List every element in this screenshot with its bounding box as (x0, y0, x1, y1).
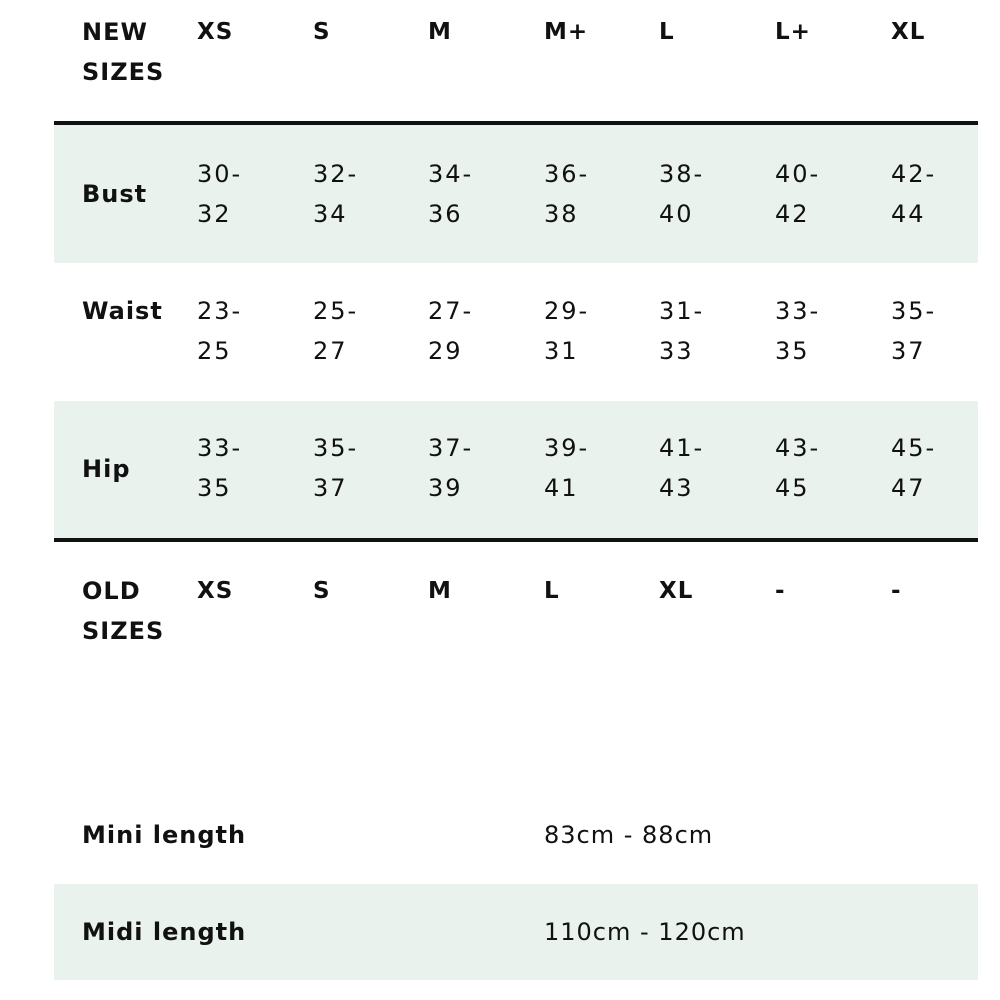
waist-l-plus: 33- 35 (775, 297, 821, 365)
old-sizes-label: OLD SIZES (82, 577, 165, 645)
bust-m: 34- 36 (428, 160, 474, 228)
bust-s: 32- 34 (313, 160, 359, 228)
midi-length-value: 110cm - 120cm (544, 918, 746, 946)
hip-m: 37- 39 (428, 434, 474, 502)
mini-length-value: 83cm - 88cm (544, 821, 714, 849)
size-header-xl: XL (891, 19, 926, 45)
old-size-l: L (544, 578, 560, 604)
waist-l: 31- 33 (659, 297, 705, 365)
bust-l: 38- 40 (659, 160, 705, 228)
size-header-l: L (659, 19, 675, 45)
hip-label: Hip (82, 455, 131, 483)
waist-m: 27- 29 (428, 297, 474, 365)
bust-xs: 30- 32 (197, 160, 243, 228)
size-header-m: M (428, 19, 452, 45)
new-sizes-label: NEW SIZES (82, 18, 165, 86)
waist-xl: 35- 37 (891, 297, 937, 365)
waist-label: Waist (82, 297, 163, 325)
midi-length-label: Midi length (82, 918, 247, 946)
hip-xl: 45- 47 (891, 434, 937, 502)
hip-l-plus: 43- 45 (775, 434, 821, 502)
waist-m-plus: 29- 31 (544, 297, 590, 365)
hip-m-plus: 39- 41 (544, 434, 590, 502)
size-header-m-plus: M+ (544, 19, 589, 45)
new-sizes-header (54, 10, 978, 120)
midi-length-row (54, 884, 978, 980)
old-size-none-2: - (891, 578, 902, 604)
bust-xl: 42- 44 (891, 160, 937, 228)
hip-l: 41- 43 (659, 434, 705, 502)
size-header-s: S (313, 19, 331, 45)
bust-l-plus: 40- 42 (775, 160, 821, 228)
hip-s: 35- 37 (313, 434, 359, 502)
old-sizes-row (54, 542, 978, 662)
size-header-xs: XS (197, 19, 234, 45)
hip-xs: 33- 35 (197, 434, 243, 502)
mini-length-label: Mini length (82, 821, 247, 849)
old-size-s: S (313, 578, 331, 604)
old-size-none-1: - (775, 578, 786, 604)
bust-row (54, 125, 978, 263)
hip-row (54, 401, 978, 539)
waist-s: 25- 27 (313, 297, 359, 365)
old-size-xl: XL (659, 578, 694, 604)
size-header-l-plus: L+ (775, 19, 811, 45)
bust-m-plus: 36- 38 (544, 160, 590, 228)
waist-xs: 23- 25 (197, 297, 243, 365)
waist-row (54, 263, 978, 401)
old-size-xs: XS (197, 578, 234, 604)
mini-length-row (54, 788, 978, 884)
bust-label: Bust (82, 180, 148, 208)
old-size-m: M (428, 578, 452, 604)
